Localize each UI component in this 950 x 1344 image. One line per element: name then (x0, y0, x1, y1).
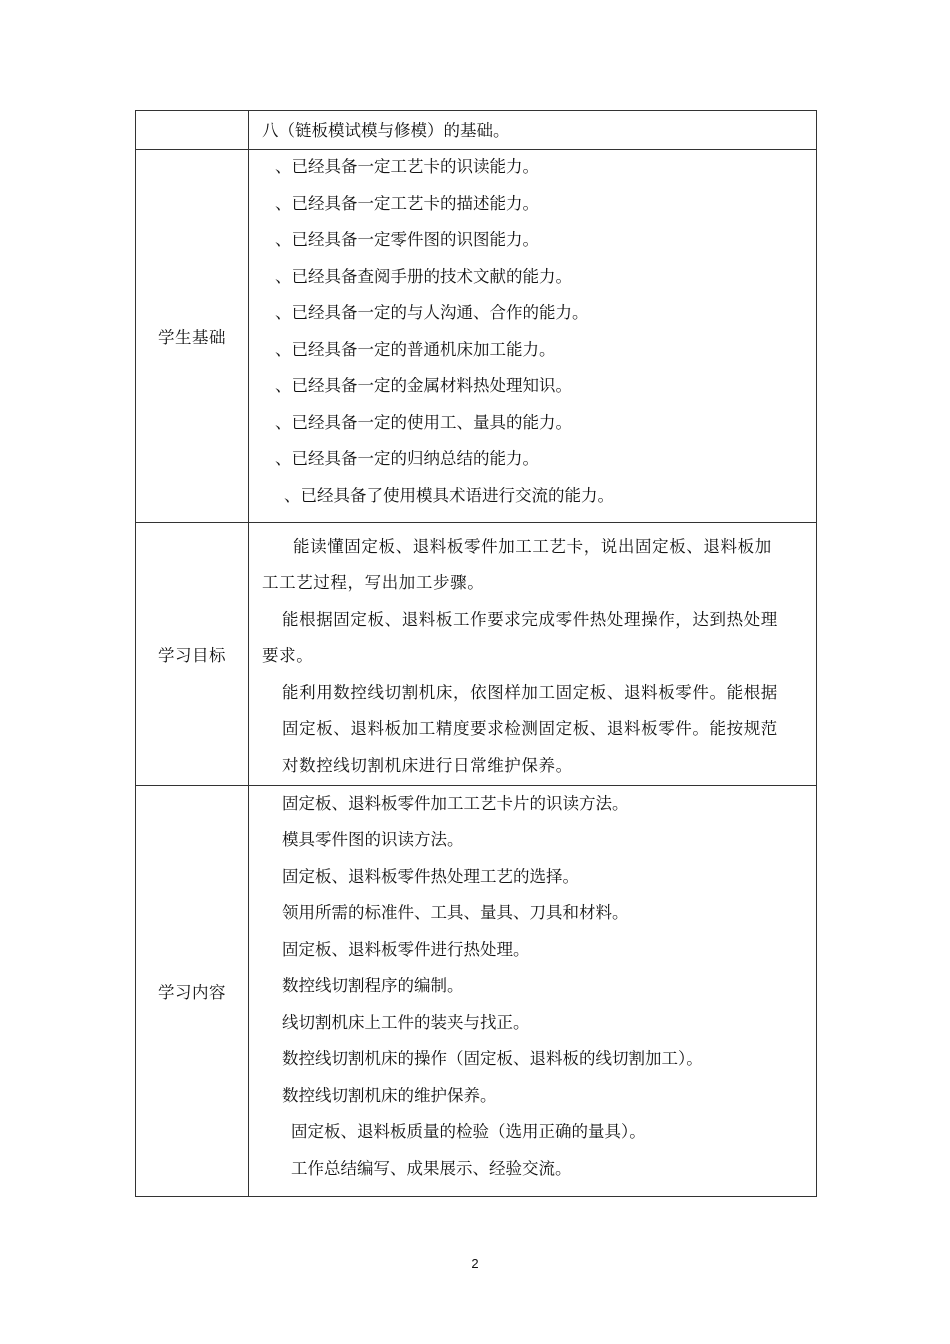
page-number: 2 (471, 1256, 479, 1271)
list-item: 固定板、退料板质量的检验（选用正确的量具）。 (291, 1122, 646, 1141)
list-item: 、已经具备查阅手册的技术文献的能力。 (275, 267, 572, 286)
list-item: 、已经具备一定工艺卡的描述能力。 (275, 194, 539, 213)
list-item: 、已经具备一定的普通机床加工能力。 (275, 340, 556, 359)
paragraph-line: 能读懂固定板、退料板零件加工工艺卡，说出固定板、退料板加 (293, 537, 772, 556)
list-item: 数控线切割程序的编制。 (282, 976, 464, 995)
list-item: 线切割机床上工件的装夹与找正。 (282, 1013, 530, 1032)
content-cell (249, 111, 817, 150)
list-item: 、已经具备一定的归纳总结的能力。 (275, 449, 539, 468)
list-item: 数控线切割机床的操作（固定板、退料板的线切割加工）。 (282, 1049, 703, 1068)
continuation-text: 八（链板模试模与修模）的基础。 (262, 121, 510, 140)
list-item: 固定板、退料板零件加工工艺卡片的识读方法。 (282, 794, 629, 813)
table-row (136, 786, 817, 1197)
list-item: 数控线切割机床的维护保养。 (282, 1086, 497, 1105)
paragraph-line: 对数控线切割机床进行日常维护保养。 (282, 756, 573, 775)
row-label-student-basis: 学生基础 (136, 150, 249, 523)
list-item: 模具零件图的识读方法。 (282, 830, 464, 849)
empty-label-cell (136, 111, 249, 150)
row-label-learning-content: 学习内容 (136, 786, 249, 1197)
paragraph-line: 能利用数控线切割机床，依图样加工固定板、退料板零件。能根据 (282, 683, 778, 702)
table-row (136, 523, 817, 786)
paragraph-line: 能根据固定板、退料板工作要求完成零件热处理操作，达到热处理 (282, 610, 778, 629)
list-item: 、已经具备一定工艺卡的识读能力。 (275, 157, 539, 176)
list-item: 工作总结编写、成果展示、经验交流。 (291, 1159, 572, 1178)
list-item: 固定板、退料板零件热处理工艺的选择。 (282, 867, 579, 886)
document-table (135, 110, 817, 1197)
table-row (136, 150, 817, 523)
content-cell (249, 786, 817, 1197)
paragraph-line: 工工艺过程，写出加工步骤。 (262, 573, 485, 592)
list-item: 领用所需的标准件、工具、量具、刀具和材料。 (282, 903, 629, 922)
paragraph-line: 要求。 (262, 646, 314, 665)
content-cell (249, 150, 817, 523)
paragraph-line: 固定板、退料板加工精度要求检测固定板、退料板零件。能按规范 (282, 719, 778, 738)
list-item: 固定板、退料板零件进行热处理。 (282, 940, 530, 959)
table-row (136, 111, 817, 150)
content-cell (249, 523, 817, 786)
list-item: 、已经具备一定零件图的识图能力。 (275, 230, 539, 249)
list-item: 、已经具备了使用模具术语进行交流的能力。 (284, 486, 614, 505)
row-label-learning-goals: 学习目标 (136, 523, 249, 786)
list-item: 、已经具备一定的使用工、量具的能力。 (275, 413, 572, 432)
list-item: 、已经具备一定的与人沟通、合作的能力。 (275, 303, 589, 322)
list-item: 、已经具备一定的金属材料热处理知识。 (275, 376, 572, 395)
